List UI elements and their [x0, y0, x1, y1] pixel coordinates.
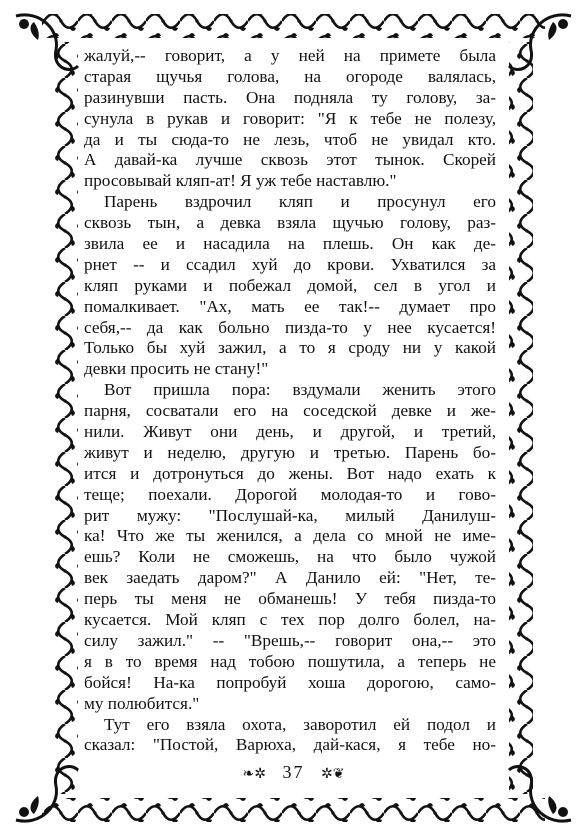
text-line: Тут его взяла охота, заворотил ей подол и — [104, 714, 496, 734]
page-number: 37 — [282, 762, 305, 782]
text-line: сказал: "Постой, Варюха, дай-кася, я тебе но- — [84, 735, 496, 755]
text-line: кусается. Мой кляп с тех пор долго болел, на- — [84, 610, 496, 630]
text-line: А давай-ка лучше сквозь этот тынок. Скорей — [84, 150, 496, 170]
text-line: старая щучья голова, на огороде валялась, — [84, 66, 496, 86]
text-line: парня, сосватали его на соседской девке и же- — [84, 401, 496, 421]
text-line: да и ты сюда-то не лезь, чтоб не увидал кто. — [84, 129, 496, 149]
text-line: нили. Живут они день, и другой, и третий, — [84, 422, 496, 442]
footer-ornament-right-icon: ✲❦ — [321, 767, 345, 782]
text-line: помалкивает. "Ах, мать ее так!-- думает про — [84, 296, 496, 316]
text-line: кляп руками и побежал домой, сел в угол и — [84, 275, 496, 295]
text-line: Вот пришла пора: вздумали женить этого — [104, 380, 496, 400]
page-footer — [0, 762, 587, 783]
text-line: девки просить не стану!" — [84, 359, 269, 379]
text-line: сквозь тын, а девка взяла щучью голову, раз- — [84, 213, 496, 233]
text-line: разинувши пасть. Она подняла ту голову, за- — [84, 87, 496, 107]
text-line: ится и дотронуться до жены. Вот надо ехать к — [84, 463, 496, 483]
text-line: жалуй,-- говорит, а у ней на примете была — [84, 46, 496, 65]
text-line: силу зажил." -- "Врешь,-- говорит она,-- это — [84, 630, 496, 650]
text-line: ешь? Коли не сможешь, на что было чужой — [84, 547, 496, 567]
text-line: рнет -- и ссадил хуй до крови. Ухватился за — [84, 254, 496, 274]
text-line: бойся! На-ка попробуй хоша дорогою, само- — [84, 672, 496, 692]
text-line: ка! Что же ты женился, а дела со мной не име- — [84, 526, 496, 546]
page-body-text — [84, 46, 496, 756]
text-line: звила ее и насадила на плешь. Он как де- — [84, 234, 496, 254]
text-line: я в то время над тобою пошутила, а теперь не — [84, 651, 496, 671]
text-line: му полюбится." — [84, 693, 200, 713]
text-line: сунула в рукав и говорит: "Я к тебе не полезу, — [84, 108, 496, 128]
text-line: Парень вздрочил кляп и просунул его — [104, 192, 496, 212]
text-line: теще; поехали. Дорогой молодая-то и гово- — [84, 484, 496, 504]
text-line: перь ты меня не обманешь! У тебя пизда-то — [84, 589, 496, 609]
text-line: рит мужу: "Послушай-ка, милый Данилуш- — [84, 505, 496, 525]
text-line: живут и неделю, другую и третью. Парень бо- — [84, 442, 496, 462]
text-line: век заедать даром?" А Данило ей: "Нет, те- — [84, 568, 496, 588]
text-line: себя,-- да как больно пизда-то у нее кусается! — [84, 317, 496, 337]
footer-ornament-left-icon: ❧✲ — [242, 767, 266, 782]
text-line: Только бы хуй зажил, а то я сроду ни у какой — [84, 338, 496, 358]
text-line: просовывай кляп-ат! Я уж тебе наставлю." — [84, 171, 397, 191]
